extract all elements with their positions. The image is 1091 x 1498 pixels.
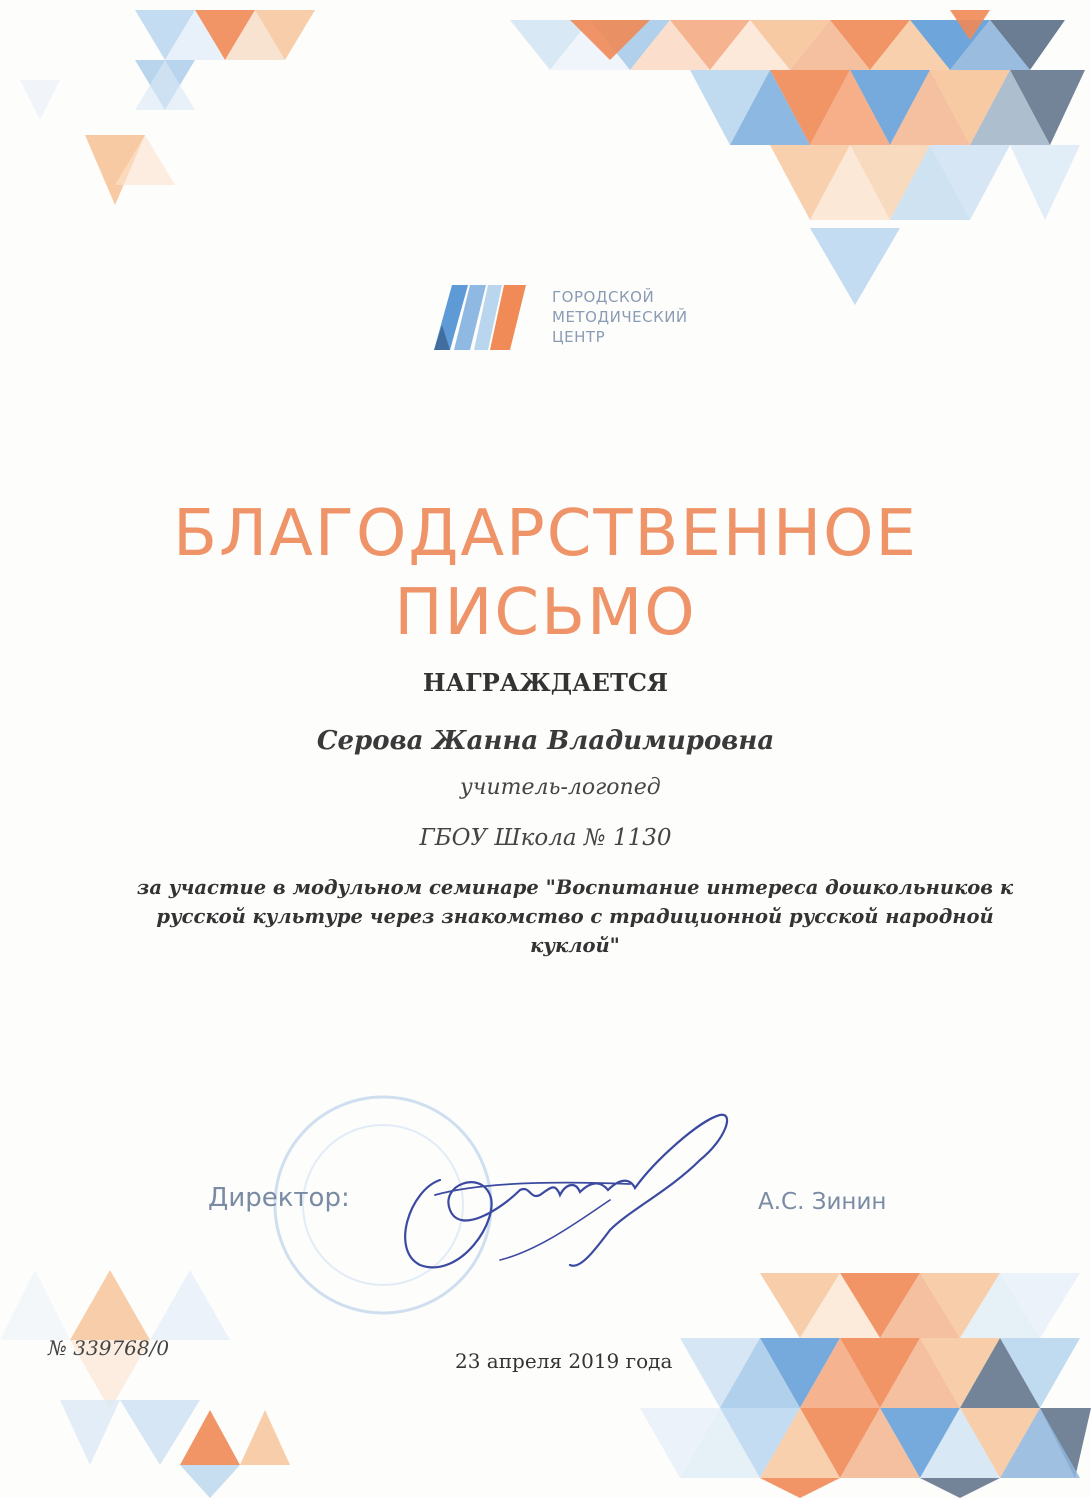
logo-text xyxy=(552,287,688,347)
logo-line-2: МЕТОДИЧЕСКИЙ xyxy=(552,308,688,326)
logo-line-3: ЦЕНТР xyxy=(552,328,606,346)
logo-line-1: ГОРОДСКОЙ xyxy=(552,288,655,306)
certificate-title-line-2: ПИСЬМО xyxy=(394,576,697,650)
director-name: А.С. Зинин xyxy=(758,1189,887,1215)
recipient-name: Серова Жанна Владимировна xyxy=(316,726,775,756)
logo-mark-icon xyxy=(430,285,540,355)
gmc-logo xyxy=(430,285,730,355)
recipient-position: учитель-логопед xyxy=(460,775,661,800)
award-reason-line-3: куклой" xyxy=(530,934,620,957)
award-reason-line-2: русской культуре через знакомство с традиционной русской народной xyxy=(156,905,994,928)
top-left-triangle-pattern xyxy=(0,0,340,240)
awarded-label: НАГРАЖДАЕТСЯ xyxy=(422,668,669,697)
bottom-right-triangle-pattern xyxy=(620,1268,1091,1498)
award-reason-line-1: за участие в модульном семинаре "Воспитание интереса дошкольников к xyxy=(136,876,1014,899)
certificate-title-line-1: БЛАГОДАРСТВЕННОЕ xyxy=(173,497,918,571)
bottom-left-triangle-pattern xyxy=(0,1250,290,1498)
director-signature-icon xyxy=(380,1100,740,1280)
top-right-triangle-pattern xyxy=(490,0,1091,310)
certificate-number: № 339768/0 xyxy=(48,1336,170,1360)
director-label: Директор: xyxy=(208,1183,350,1213)
award-reason xyxy=(110,873,1040,960)
certificate-date: 23 апреля 2019 года xyxy=(455,1349,673,1373)
recipient-organization: ГБОУ Школа № 1130 xyxy=(419,825,672,851)
